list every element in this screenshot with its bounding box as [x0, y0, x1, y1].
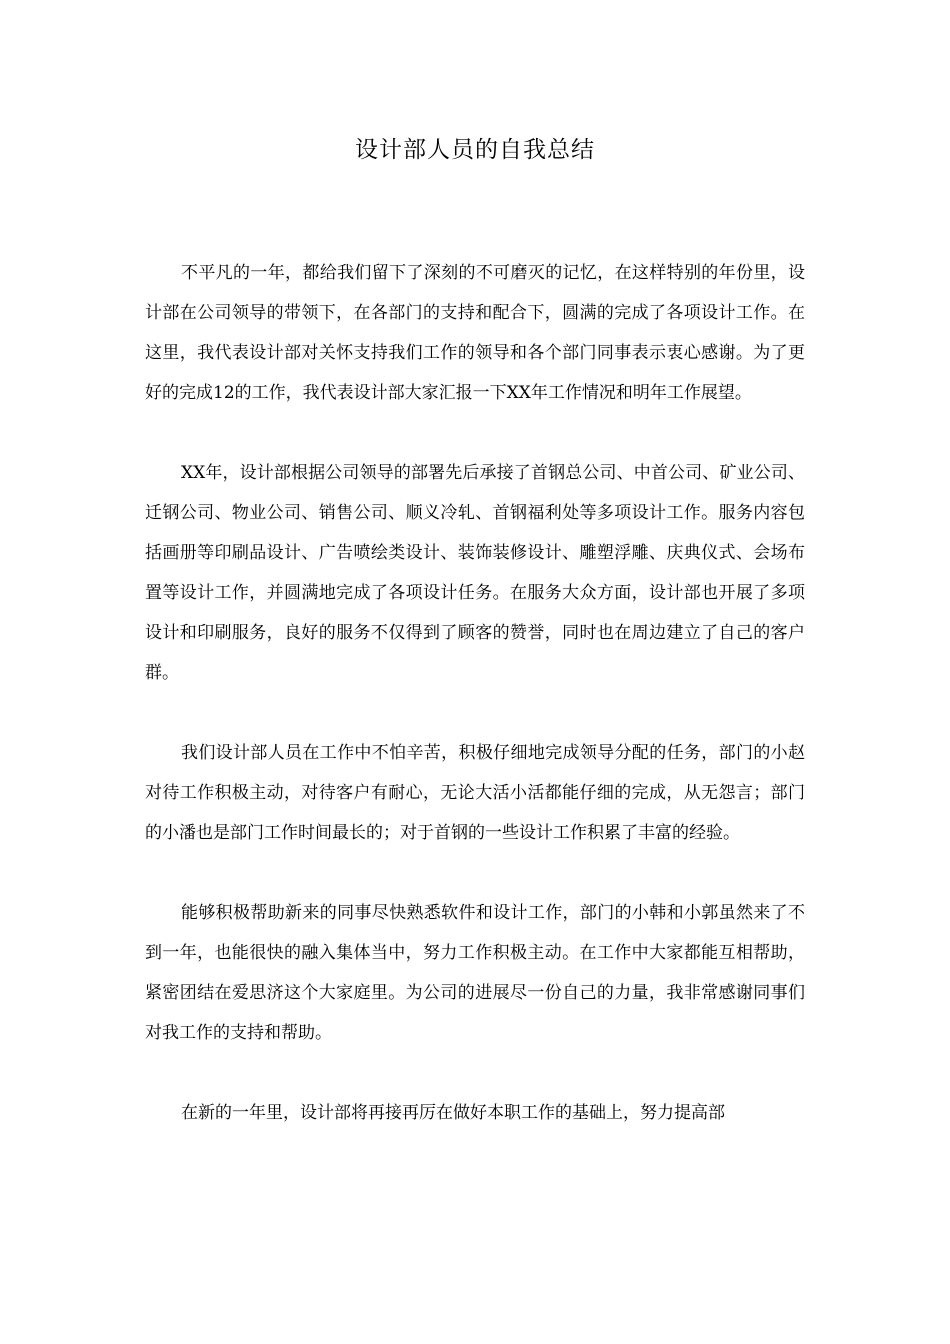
- document-title: 设计部人员的自我总结: [355, 137, 595, 163]
- paragraph: 我们设计部人员在工作中不怕辛苦，积极仔细地完成领导分配的任务，部门的小赵对待工作积极主动，对待客户有耐心，无论大活小活都能仔细的完成，从无怨言；部门的小潘也是部门工作时间最长的；对于首钢的一些设计工作积累了丰富的经验。: [145, 743, 805, 843]
- document-body: [145, 253, 805, 1173]
- paragraph: 能够积极帮助新来的同事尽快熟悉软件和设计工作，部门的小韩和小郭虽然来了不到一年，也能很快的融入集体当中，努力工作积极主动。在工作中大家都能互相帮助，紧密团结在爱思济这个大家庭里。为公司的进展尽一份自己的力量，我非常感谢同事们对我工作的支持和帮助。: [145, 903, 805, 1043]
- paragraph: 不平凡的一年，都给我们留下了深刻的不可磨灭的记忆，在这样特别的年份里，设计部在公司领导的带领下，在各部门的支持和配合下，圆满的完成了各项设计工作。在这里，我代表设计部对关怀支持我们工作的领导和各个部门同事表示衷心感谢。为了更好的完成12的工作，我代表设计部大家汇报一下XX年工作情况和明年工作展望。: [145, 263, 805, 403]
- paragraph: XX年，设计部根据公司领导的部署先后承接了首钢总公司、中首公司、矿业公司、迁钢公司、物业公司、销售公司、顺义冷轧、首钢福利处等多项设计工作。服务内容包括画册等印刷品设计、广告喷绘类设计、装饰装修设计、雕塑浮雕、庆典仪式、会场布置等设计工作，并圆满地完成了各项设计任务。在服务大众方面，设计部也开展了多项设计和印刷服务，良好的服务不仅得到了顾客的赞誉，同时也在周边建立了自己的客户群。: [145, 463, 805, 683]
- paragraph: 在新的一年里，设计部将再接再厉在做好本职工作的基础上，努力提高部: [181, 1103, 725, 1123]
